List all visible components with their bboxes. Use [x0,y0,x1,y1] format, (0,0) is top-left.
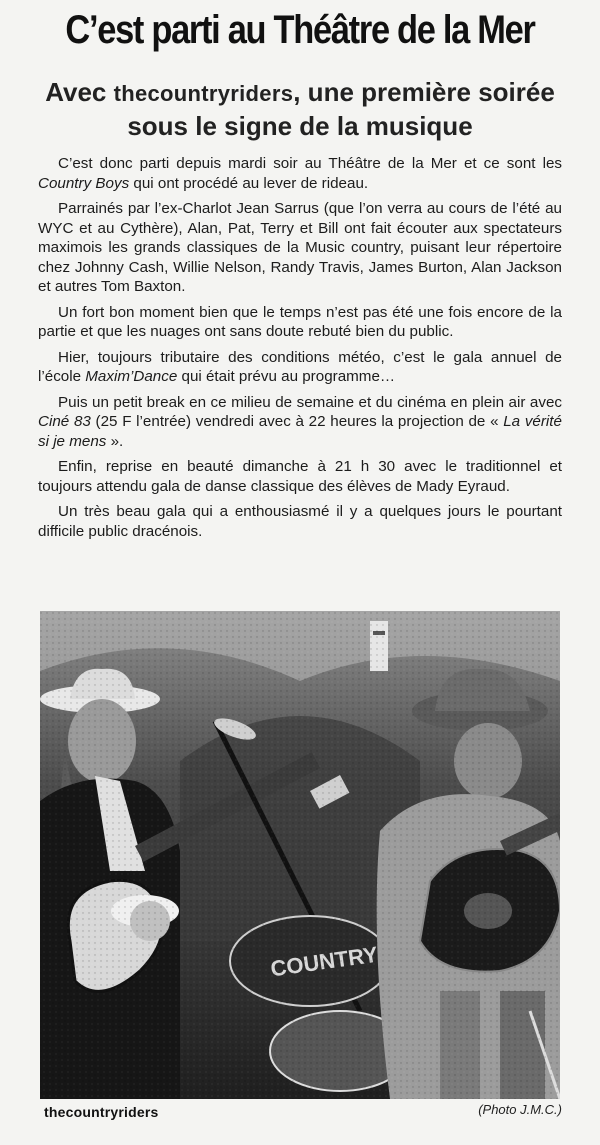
photo-caption-brand: thecountryriders [44,1104,159,1120]
subheadline [20,76,580,143]
italic-run: Country Boys [38,174,130,192]
article-paragraph [38,457,562,496]
text-run: Parrainés par l’ex-Charlot Jean Sarrus (que l’on verra au cours de l’été au WYC et au Cythère), Alan, Pat, Terry et Bill ont fait écouter aux spectateurs maximois les grands classiques de la Music country, puisant leur répertoire chez Johnny Cash, Willie Nelson, Randy Travis, James Burton, Alan Jackson et autres Tom Baxton. [38,200,562,295]
text-run: C’est donc parti depuis mardi soir au Théâtre de la Mer et ce sont les [58,155,562,172]
article-paragraph [38,199,562,297]
headline: C’est parti au Théâtre de la Mer [65,8,535,52]
subhead-prefix: Avec [45,77,114,107]
photo-credit: (Photo J.M.C.) [478,1102,562,1117]
text-run: qui ont procédé au lever de rideau. [129,174,369,192]
article-paragraph [38,303,562,342]
article-paragraph [38,348,562,387]
band-photo-illustration [40,611,560,1099]
band-photo [40,611,560,1099]
text-run: qui était prévu au programme… [177,368,396,385]
italic-run: Ciné 83 [38,413,91,430]
text-run: Un très beau gala qui a enthousiasmé il y a quelques jours le pourtant difficile public dracénois. [38,503,562,540]
text-run: ». [106,432,124,450]
text-run: Un fort bon moment bien que le temps n’est pas été une fois encore de la partie et que les nuages ont sans doute rebuté bien du public. [38,303,562,340]
article-paragraph [38,393,562,452]
subhead-brand: thecountryriders [113,81,294,106]
italic-run: Maxim’Dance [85,368,178,385]
article-paragraph [38,502,562,541]
text-run: Enfin, reprise en beauté dimanche à 21 h 30 avec le traditionnel et toujours attendu gala de danse classique des élèves de Mady Eyraud. [38,458,562,495]
article-body [38,154,562,547]
text-run: Puis un petit break en ce milieu de semaine et du cinéma en plein air avec [58,393,562,411]
text-run: (25 F l’entrée) vendredi avec à 22 heures la projection de « [90,413,504,430]
article-paragraph [38,154,562,193]
subhead-suffix: , une première soirée sous le signe de la musique [127,77,555,141]
italic-run: La vérité si je mens [38,413,562,450]
text-run: Hier, toujours tributaire des conditions météo, c’est le gala annuel de l’école [38,348,562,385]
